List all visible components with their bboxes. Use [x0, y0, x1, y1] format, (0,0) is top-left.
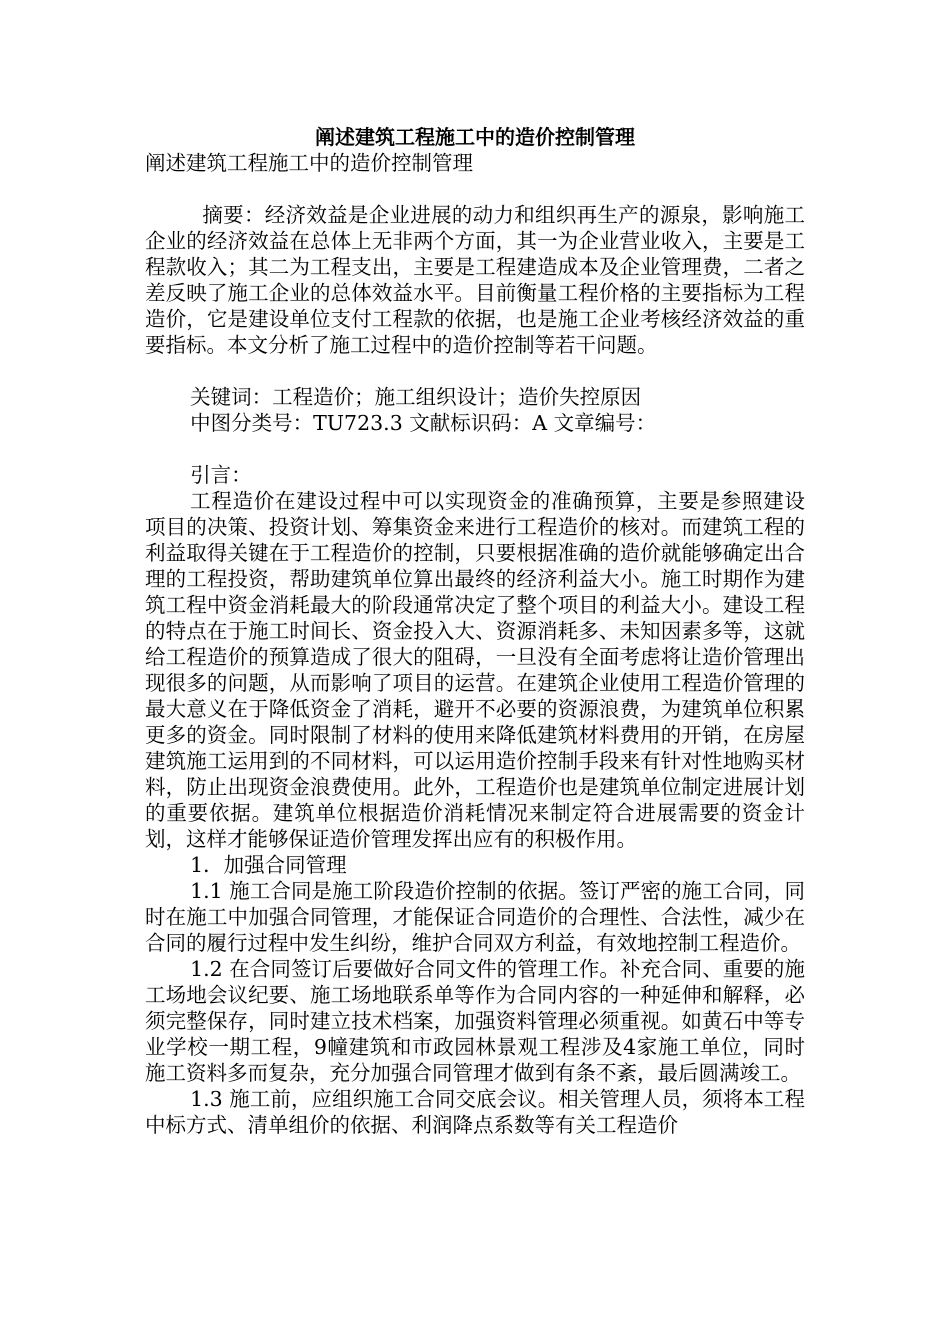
intro-paragraph: 工程造价在建设过程中可以实现资金的准确预算，主要是参照建设项目的决策、投资计划、筹集资金来进行工程造价的核对。而建筑工程的利益取得关键在于工程造价的控制，只要根据准确的造价就能够确定出合理的工程投资，帮助建筑单位算出最终的经济利益大小。施工时期作为建筑工程中资金消耗最大的阶段通常决定了整个项目的利益大小。建设工程的特点在于施工时间长、资金投入大、资源消耗多、未知因素多等，这就给工程造价的预算造成了很大的阻碍，一旦没有全面考虑将让造价管理出现很多的问题，从而影响了项目的运营。在建筑企业使用工程造价管理的最大意义在于降低资金了消耗，避开不必要的资源浪费，为建筑单位积累更多的资金。同时限制了材料的使用来降低建筑材料费用的开销，在房屋建筑施工运用到的不同材料，可以运用造价控制手段来有针对性地购买材料，防止出现资金浪费使用。此外，工程造价也是建筑单位制定进展计划的重要依据。建筑单位根据造价消耗情况来制定符合进展需要的资金计划，这样才能够保证造价管理发挥出应有的积极作用。 — [145, 489, 805, 851]
section-heading: 1．加强合同管理 — [190, 853, 347, 877]
document-title: 阐述建筑工程施工中的造价控制管理 — [315, 125, 635, 149]
document-body — [145, 150, 805, 1138]
classification-line: 中图分类号：TU723.3 文献标识码：A 文章编号： — [190, 411, 657, 435]
abstract-paragraph: 摘要：经济效益是企业进展的动力和组织再生产的源泉，影响施工企业的经济效益在总体上无非两个方面，其一为企业营业收入，主要是工程款收入；其二为工程支出，主要是工程建造成本及企业管理费，二者之差反映了施工企业的总体效益水平。目前衡量工程价格的主要指标为工程造价，它是建设单位支付工程款的依据，也是施工企业考核经济效益的重要指标。本文分析了施工过程中的造价控制等若干问题。 — [145, 203, 805, 357]
intro-label: 引言： — [190, 463, 252, 487]
paragraph-1-1: 1.1 施工合同是施工阶段造价控制的依据。签订严密的施工合同，同时在施工中加强合同管理，才能保证合同造价的合理性、合法性，减少在合同的履行过程中发生纠纷，维护合同双方利益，有效地控制工程造价。 — [145, 879, 805, 955]
document-subtitle: 阐述建筑工程施工中的造价控制管理 — [145, 151, 473, 175]
paragraph-1-3: 1.3 施工前，应组织施工合同交底会议。相关管理人员，须将本工程中标方式、清单组价的依据、利润降点系数等有关工程造价 — [145, 1087, 805, 1137]
paragraph-1-2: 1.2 在合同签订后要做好合同文件的管理工作。补充合同、重要的施工场地会议纪要、施工场地联系单等作为合同内容的一种延伸和解释，必须完整保存，同时建立技术档案，加强资料管理必须重视。如黄石中等专业学校一期工程，9幢建筑和市政园林景观工程涉及4家施工单位，同时施工资料多而复杂，充分加强合同管理才做到有条不紊，最后圆满竣工。 — [145, 957, 805, 1085]
keywords-line: 关键词：工程造价；施工组织设计；造价失控原因 — [190, 385, 642, 409]
